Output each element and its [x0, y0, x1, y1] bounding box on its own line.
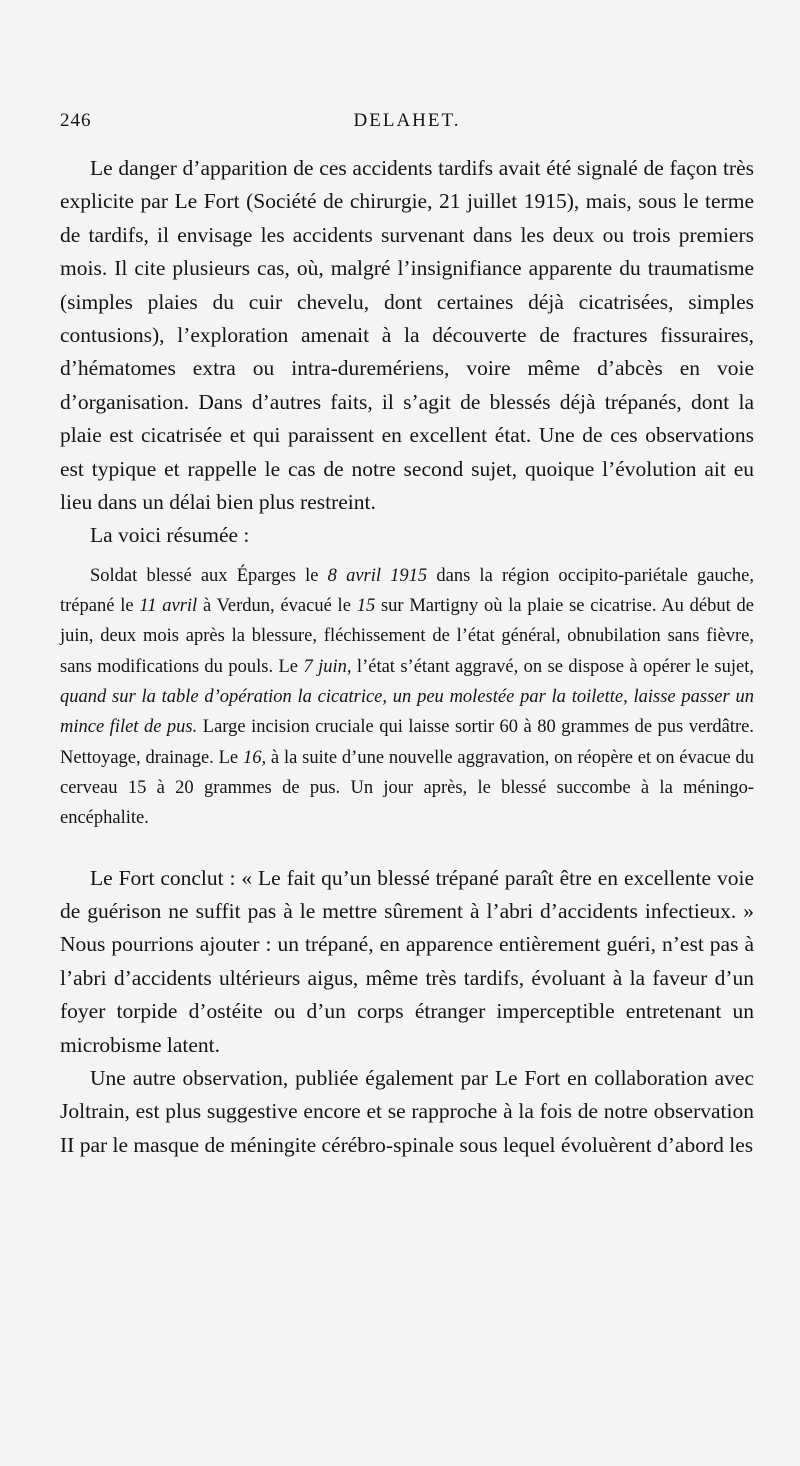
quote-date: 11 avril: [139, 596, 198, 617]
page-header: [60, 110, 754, 140]
quote-emphasis: quand sur la table d’opération la cicatrice, un peu molestée par la toilette, laisse passer un mince filet de pus.: [60, 687, 754, 738]
paragraph-1: Le danger d’apparition de ces accidents tardifs avait été signalé de façon très explicite par Le Fort (Société de chirurgie, 21 juillet 1915), mais, sous le terme de tardifs, il envisage les accidents survenant dans les deux ou trois premiers mois. Il cite plusieurs cas, où, malgré l’insignifiance apparente du traumatisme (simples plaies du cuir chevelu, dont certaines déjà cicatrisées, simples contusions), l’exploration amenait à la découverte de fractures fissuraires, d’hématomes extra ou intra-duremériens, voire même d’abcès en voie d’organisation. Dans d’autres faits, il s’agit de blessés déjà trépanés, dont la plaie est cicatrisée et qui paraissent en excellent état. Une de ces observations est typique et rappelle le cas de notre second sujet, quoique l’évolution ait eu lieu dans un délai bien plus restreint.: [60, 156, 754, 515]
quote-text: sur Martigny où la plaie se cicatrise. Au début de juin, deux mois après la blessure, fléchissement de l’état général, obnubilation sans fièvre, sans modifications du pouls. Le: [60, 596, 754, 677]
paragraph-3: Le Fort conclut : « Le fait qu’un blessé trépané paraît être en excellente voie de guérison ne suffit pas à le mettre sûrement à l’abri d’accidents infectieux. » Nous pourrions ajouter : un trépané, en apparence entièrement guéri, n’est pas à l’abri d’accidents ultérieurs aigus, même très tardifs, évoluant à la faveur d’un foyer torpide d’ostéite ou d’un corps étranger imperceptible entretenant un microbisme latent.: [60, 865, 754, 1057]
quote-text: à la suite d’une nouvelle aggravation, on réopère et on évacue du cerveau 15 à 20 grammes de pus. Un jour après, le blessé succombe à la méningo-encéphalite.: [60, 747, 754, 829]
quote-text: dans la région occipito-pariétale gauche, trépané le: [60, 565, 754, 617]
running-title: DELAHET.: [353, 110, 461, 131]
paragraph-4: Une autre observation, publiée également par Le Fort en collaboration avec Joltrain, est plus suggestive encore et se rapproche à la fois de notre observation II par le masque de méningite cérébro-spinale sous lequel évoluèrent d’abord les: [60, 1065, 754, 1157]
quote-text: l’état s’étant aggravé, on se dispose à opérer le sujet,: [351, 656, 754, 677]
quote-date: 15: [356, 596, 376, 617]
quote-date: 7 juin,: [303, 656, 352, 677]
page-body: [60, 152, 754, 1162]
paragraph-2: La voici résumée :: [90, 523, 250, 548]
quote-text: à Verdun, évacué le: [197, 596, 357, 617]
summary-quote: [60, 561, 754, 834]
quote-date: 8 avril 1915: [327, 565, 428, 586]
page-number: 246: [60, 110, 92, 131]
quote-text: Large incision cruciale qui laisse sortir 60 à 80 grammes de pus verdâtre. Nettoyage, drainage. Le: [60, 717, 754, 768]
quote-date: 16,: [242, 747, 267, 768]
quote-text: Soldat blessé aux Éparges le: [90, 565, 328, 586]
